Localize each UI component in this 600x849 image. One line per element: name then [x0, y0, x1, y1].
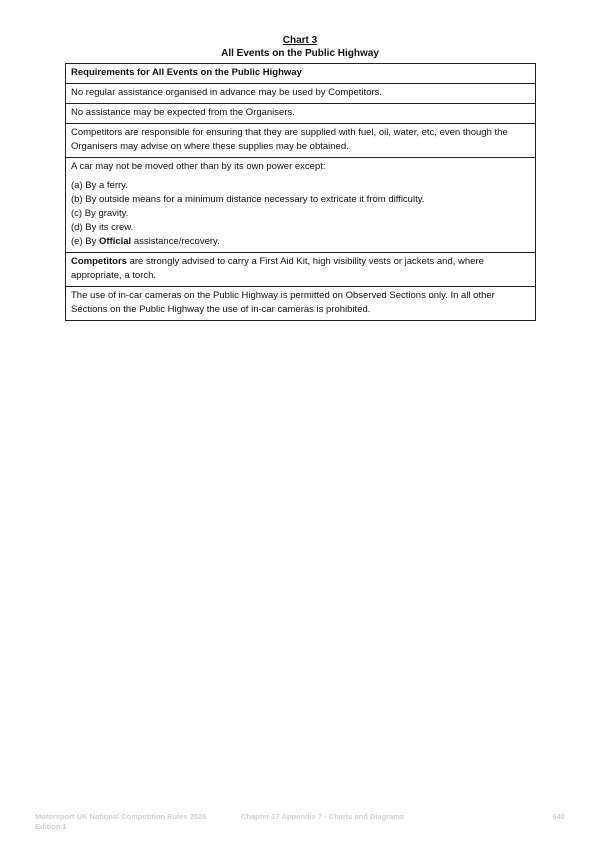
- body-text: are strongly advised to carry a First Aid Kit, high visibility vests or jackets and, where appropriate, a torch.: [71, 256, 484, 281]
- chart-number: Chart 3: [282, 35, 318, 46]
- list-item: (d) By its crew.: [71, 222, 134, 233]
- list-item: (a) By a ferry.: [71, 180, 128, 191]
- page-heading: [0, 34, 600, 60]
- table-cell: [66, 253, 536, 287]
- list-item-bold: Official: [98, 236, 132, 247]
- list-item: (c) By gravity.: [71, 208, 129, 219]
- footer-publication-title: Motorsport UK National Competition Rules 2026: [35, 812, 207, 821]
- table-row: [66, 287, 536, 321]
- list-item: [71, 235, 530, 249]
- footer-page-number: 640: [552, 812, 565, 821]
- emphasis-text: Competitors: [71, 256, 127, 267]
- table-row: [66, 124, 536, 158]
- table-row: [66, 104, 536, 124]
- table-row: [66, 64, 536, 84]
- footer-edition: Edition 1: [35, 822, 67, 831]
- table-cell: The use of in-car cameras on the Public Highway is permitted on Observed Sections only. In all other Sections on the Public Highway the use of in-car cameras is prohibited.: [66, 287, 536, 321]
- table-cell: Competitors are responsible for ensuring that they are supplied with fuel, oil, water, etc, even though the Organisers may advise on where these supplies may be obtained.: [66, 124, 536, 158]
- table-row: [66, 158, 536, 253]
- requirements-table: [65, 63, 536, 321]
- chart-title: All Events on the Public Highway: [221, 48, 379, 59]
- table-cell: [66, 158, 536, 253]
- footer-publication: [35, 812, 235, 832]
- list-item-suffix: assistance/recovery.: [131, 236, 220, 247]
- list-item: (b) By outside means for a minimum distance necessary to extricate it from difficulty.: [71, 194, 425, 205]
- table-row: [66, 84, 536, 104]
- table-cell: No regular assistance organised in advance may be used by Competitors.: [66, 84, 536, 104]
- footer-chapter: Chapter 17 Appendix 7 - Charts and Diagrams: [241, 812, 405, 821]
- list-intro: A car may not be moved other than by its own power except:: [71, 161, 326, 172]
- table-row: [66, 253, 536, 287]
- table-header-cell: Requirements for All Events on the Public Highway: [66, 64, 536, 84]
- list-item-prefix: (e) By: [71, 236, 99, 247]
- table-cell: No assistance may be expected from the Organisers.: [66, 104, 536, 124]
